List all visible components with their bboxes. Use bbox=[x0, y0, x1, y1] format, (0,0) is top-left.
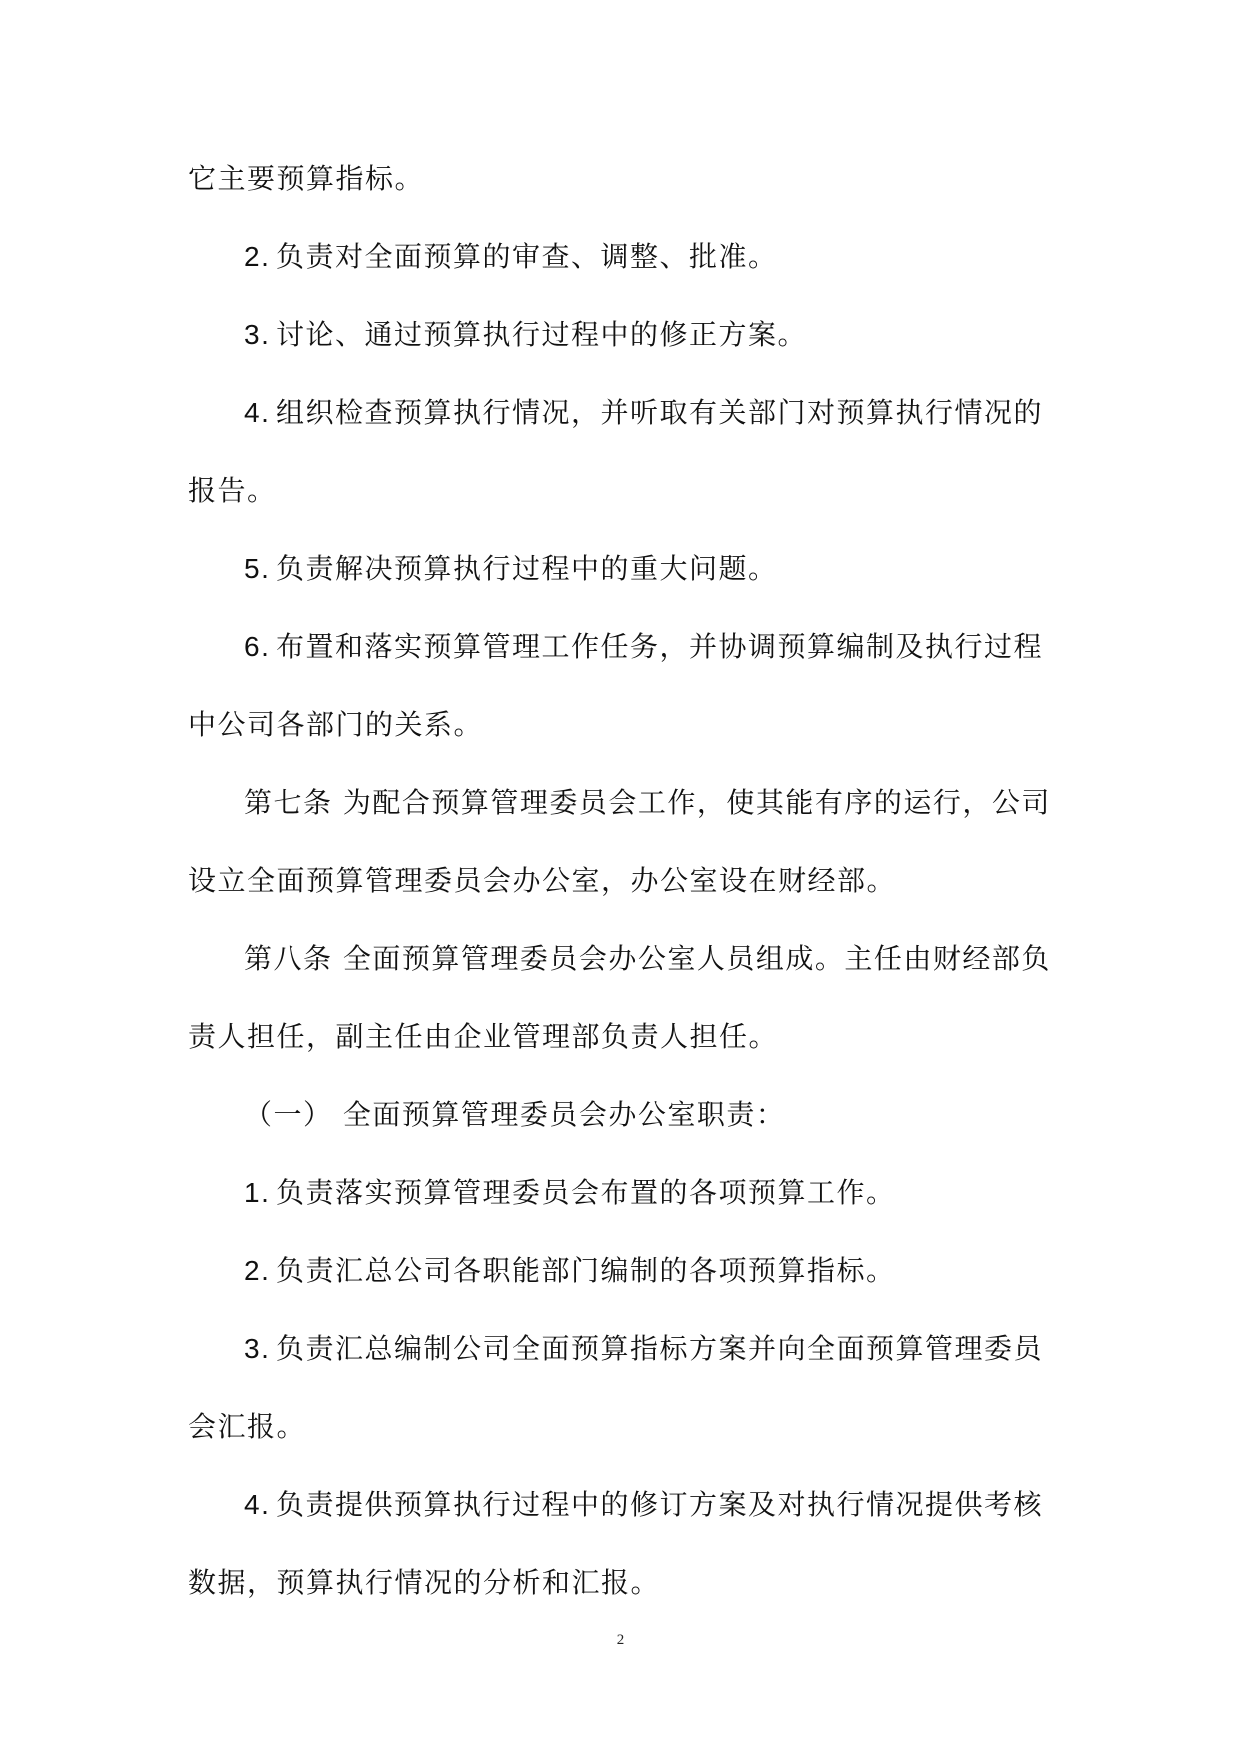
list-number: 4. bbox=[244, 397, 271, 428]
list-number: 5. bbox=[244, 553, 271, 584]
list-item: 6. 布置和落实预算管理工作任务，并协调预算编制及执行过程 bbox=[188, 608, 1060, 686]
article-paragraph: 第七条 为配合预算管理委员会工作，使其能有序的运行，公司 bbox=[244, 786, 1051, 819]
list-number: 2. bbox=[244, 1255, 271, 1286]
list-number: 2. bbox=[244, 241, 271, 272]
text-line: 设立全面预算管理委员会办公室，办公室设在财经部。 bbox=[188, 864, 897, 897]
list-item: 3. 讨论、通过预算执行过程中的修正方案。 bbox=[188, 296, 1060, 374]
list-item: 1. 负责落实预算管理委员会布置的各项预算工作。 bbox=[188, 1154, 1060, 1232]
list-number: 6. bbox=[244, 631, 271, 662]
page-number: 2 bbox=[616, 1632, 625, 1648]
list-number: 3. bbox=[244, 1333, 271, 1364]
list-number: 1. bbox=[244, 1177, 271, 1208]
list-number: 4. bbox=[244, 1489, 271, 1520]
list-number: 3. bbox=[244, 319, 271, 350]
list-item: 5. 负责解决预算执行过程中的重大问题。 bbox=[188, 530, 1060, 608]
document-body bbox=[188, 140, 1060, 1622]
text-line: 数据，预算执行情况的分析和汇报。 bbox=[188, 1566, 661, 1599]
list-item: 2. 负责对全面预算的审查、调整、批准。 bbox=[188, 218, 1060, 296]
section-heading: （一） 全面预算管理委员会办公室职责： bbox=[244, 1098, 786, 1131]
list-item: 3. 负责汇总编制公司全面预算指标方案并向全面预算管理委员 bbox=[188, 1310, 1060, 1388]
text-line: 中公司各部门的关系。 bbox=[188, 708, 484, 741]
text-line: 会汇报。 bbox=[188, 1410, 307, 1443]
list-item: 2. 负责汇总公司各职能部门编制的各项预算指标。 bbox=[188, 1232, 1060, 1310]
article-paragraph: 第八条 全面预算管理委员会办公室人员组成。主任由财经部负 bbox=[244, 942, 1051, 975]
list-item: 4. 负责提供预算执行过程中的修订方案及对执行情况提供考核 bbox=[188, 1466, 1060, 1544]
text-line: 责人担任，副主任由企业管理部负责人担任。 bbox=[188, 1020, 779, 1053]
text-line: 报告。 bbox=[188, 474, 277, 507]
list-item: 4. 组织检查预算执行情况，并听取有关部门对预算执行情况的 bbox=[188, 374, 1060, 452]
text-line: 它主要预算指标。 bbox=[188, 162, 425, 195]
